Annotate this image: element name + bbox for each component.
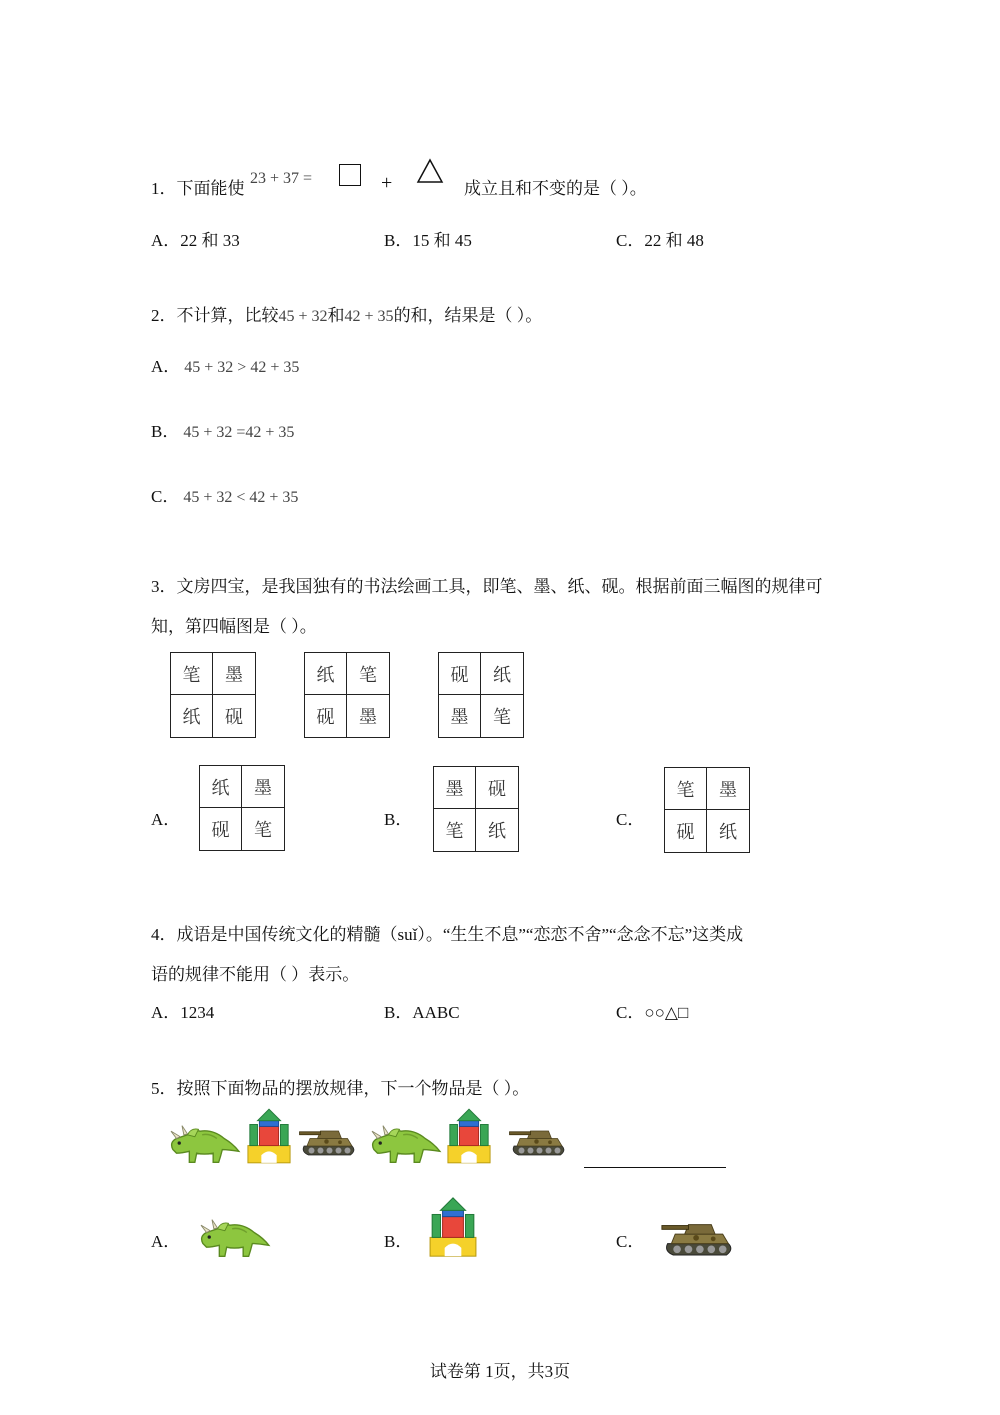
dinosaur-icon[interactable] [196, 1216, 272, 1260]
q2-option-b[interactable] [151, 417, 294, 442]
grid-cell: 纸 [719, 822, 737, 842]
tank-icon [298, 1120, 358, 1160]
grid-cell: 笔 [665, 768, 707, 810]
q1-square-shape [339, 164, 361, 186]
blocks-icon[interactable] [428, 1194, 478, 1260]
grid-cell: 墨 [359, 707, 377, 727]
q5-option-b-label[interactable]: B． [384, 1232, 413, 1251]
q3-option-b-label[interactable]: B． [384, 810, 413, 829]
grid-cell: 笔 [254, 820, 272, 840]
q1-prefix: 1．下面能使 [151, 179, 245, 198]
option-expression: 45 + 32 =42 + 35 [183, 424, 295, 441]
grid-cell: 砚 [476, 767, 518, 809]
option-letter: B． [151, 422, 180, 441]
grid-cell: 墨 [434, 767, 476, 809]
q2-expression-1: 45 + 32 [278, 308, 328, 325]
q3-option-a-grid[interactable] [199, 765, 285, 851]
q5-text: 5．按照下面物品的摆放规律，下一个物品是（ ）。 [151, 1079, 530, 1098]
page-footer: 试卷第 1页，共3页 [429, 1362, 571, 1381]
dinosaur-icon [167, 1122, 241, 1166]
grid-cell: 笔 [171, 653, 213, 695]
grid-cell: 墨 [707, 768, 749, 810]
blocks-icon [446, 1106, 492, 1166]
dinosaur-icon [368, 1122, 442, 1166]
q2-suffix: 的和，结果是（ ）。 [393, 306, 543, 325]
grid-cell: 纸 [305, 653, 347, 695]
q3-option-c-grid[interactable] [664, 767, 750, 853]
option-expression: 45 + 32 > 42 + 35 [184, 359, 300, 376]
q2-expression-2: 42 + 35 [344, 308, 394, 325]
grid-cell: 砚 [225, 707, 243, 727]
grid-cell: 纸 [200, 766, 242, 808]
q4-option-b[interactable]: B．AABC [384, 1003, 460, 1022]
q5-option-a-label[interactable]: A． [151, 1232, 181, 1251]
q4-line-2: 语的规律不能用（ ）表示。 [151, 965, 360, 984]
grid-cell: 笔 [434, 809, 476, 851]
q3-line-1: 3．文房四宝，是我国独有的书法绘画工具，即笔、墨、纸、砚。根据前面三幅图的规律可 [151, 577, 823, 596]
grid-cell: 墨 [439, 695, 481, 737]
q2-mid: 和 [327, 306, 345, 325]
grid-cell: 砚 [200, 808, 242, 850]
q2-prefix: 2．不计算，比较 [151, 306, 279, 325]
q3-option-b-grid[interactable] [433, 766, 519, 852]
q1-plus-sign: + [381, 172, 393, 194]
grid-cell: 笔 [493, 707, 511, 727]
grid-cell: 纸 [481, 653, 523, 695]
grid-cell: 纸 [488, 821, 506, 841]
q3-pattern-grid-3 [438, 652, 524, 738]
q1-expression: 23 + 37 = [250, 170, 313, 187]
q1-text [151, 174, 245, 199]
q3-pattern-grid-2 [304, 652, 390, 738]
q2-option-a[interactable] [151, 352, 299, 377]
q1-triangle-shape [416, 158, 444, 184]
q1-suffix: 成立且和不变的是（ ）。 [464, 179, 647, 198]
q1-option-a[interactable]: A．22 和 33 [151, 231, 240, 250]
q2-option-c[interactable] [151, 482, 298, 507]
option-letter: A． [151, 357, 181, 376]
tank-icon [508, 1120, 568, 1160]
q3-line-2: 知，第四幅图是（ ）。 [151, 617, 317, 636]
grid-cell: 砚 [305, 695, 347, 737]
q1-option-b[interactable]: B．15 和 45 [384, 231, 472, 250]
q4-option-a[interactable]: A．1234 [151, 1003, 215, 1022]
tank-icon[interactable] [660, 1212, 736, 1260]
q5-answer-blank [584, 1167, 726, 1168]
grid-cell: 砚 [439, 653, 481, 695]
grid-cell: 纸 [171, 695, 213, 737]
q4-line-1: 4．成语是中国传统文化的精髓（suǐ）。“生生不息”“恋恋不舍”“念念不忘”这类成 [151, 925, 744, 944]
q3-option-c-label[interactable]: C． [616, 810, 645, 829]
grid-cell: 笔 [347, 653, 389, 695]
q4-option-c[interactable]: C．○○△□ [616, 1003, 689, 1022]
q2-text [151, 301, 542, 326]
q3-option-a-label[interactable]: A． [151, 810, 181, 829]
blocks-icon [246, 1106, 292, 1166]
q1-option-c[interactable]: C．22 和 48 [616, 231, 704, 250]
option-letter: C． [151, 487, 180, 506]
grid-cell: 墨 [213, 653, 255, 695]
option-expression: 45 + 32 < 42 + 35 [183, 489, 299, 506]
q3-pattern-grid-1 [170, 652, 256, 738]
grid-cell: 砚 [665, 810, 707, 852]
q5-option-c-label[interactable]: C． [616, 1232, 645, 1251]
grid-cell: 墨 [242, 766, 284, 808]
